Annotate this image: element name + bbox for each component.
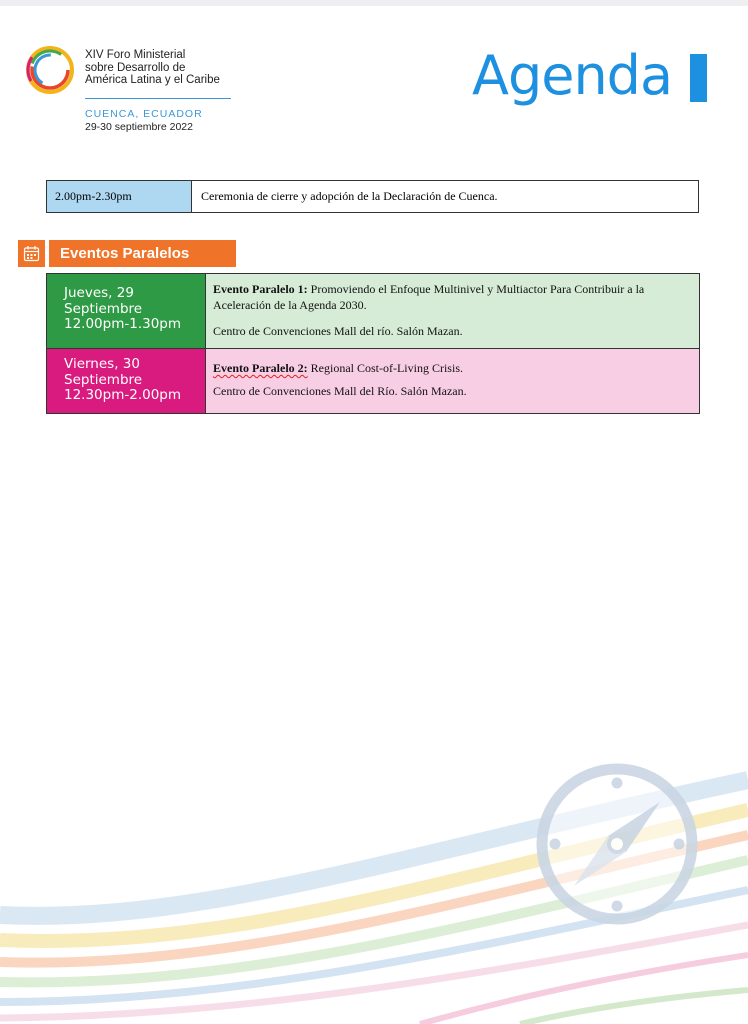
forum-title <box>85 49 220 87</box>
event-date-cell <box>47 274 205 348</box>
event-date-cell <box>47 349 205 413</box>
table-row <box>47 274 699 348</box>
event-details-cell <box>205 274 699 348</box>
event-dates: 29-30 septiembre 2022 <box>85 121 193 133</box>
event-title-label: Evento Paralelo 1: <box>213 282 308 296</box>
ceremony-description: Ceremonia de cierre y adopción de la Declaración de Cuenca. <box>201 189 498 203</box>
forum-title-line: XIV Foro Ministerial <box>85 49 186 61</box>
header-divider <box>85 98 231 99</box>
event-time: 12.00pm-1.30pm <box>64 316 182 332</box>
title-accent-bar <box>690 54 707 102</box>
event-day: Jueves, 29 <box>64 285 134 301</box>
event-title <box>213 281 689 313</box>
parallel-events-heading: Eventos Paralelos <box>49 240 236 267</box>
table-row <box>47 348 699 413</box>
event-month: Septiembre <box>64 371 143 388</box>
event-details-cell <box>205 349 699 413</box>
event-day: Viernes, 30 <box>64 356 140 372</box>
event-month: Septiembre <box>64 300 143 317</box>
ceremony-row <box>46 180 699 213</box>
event-venue: Centro de Convenciones Mall del río. Salón Mazan. <box>213 324 463 338</box>
compass-icon <box>542 769 692 919</box>
forum-title-line: sobre Desarrollo de <box>85 61 186 74</box>
event-title-text: Regional Cost-of-Living Crisis. <box>307 361 463 375</box>
event-title-text: Promoviendo el Enfoque Multinivel y Multiactor Para Contribuir a la Aceleración de la Agenda 2030. <box>213 282 645 312</box>
page-title: Agenda <box>472 44 673 107</box>
wave-ribbon <box>520 990 748 1024</box>
event-venue: Centro de Convenciones Mall del Río. Salón Mazan. <box>213 384 467 398</box>
forum-title-line: América Latina y el Caribe <box>85 74 220 86</box>
ceremony-time: 2.00pm-2.30pm <box>47 181 192 212</box>
parallel-events-table <box>46 273 700 414</box>
parallel-events-header <box>18 240 236 267</box>
event-title <box>213 360 689 376</box>
event-title-label: Evento Paralelo 2: <box>213 361 308 375</box>
forum-logo-icon <box>24 44 76 96</box>
calendar-icon <box>18 240 45 267</box>
event-city: CUENCA, ECUADOR <box>85 108 203 120</box>
event-time: 12.30pm-2.00pm <box>64 387 182 403</box>
decorative-waves-compass <box>0 740 748 1024</box>
top-strip <box>0 0 748 6</box>
